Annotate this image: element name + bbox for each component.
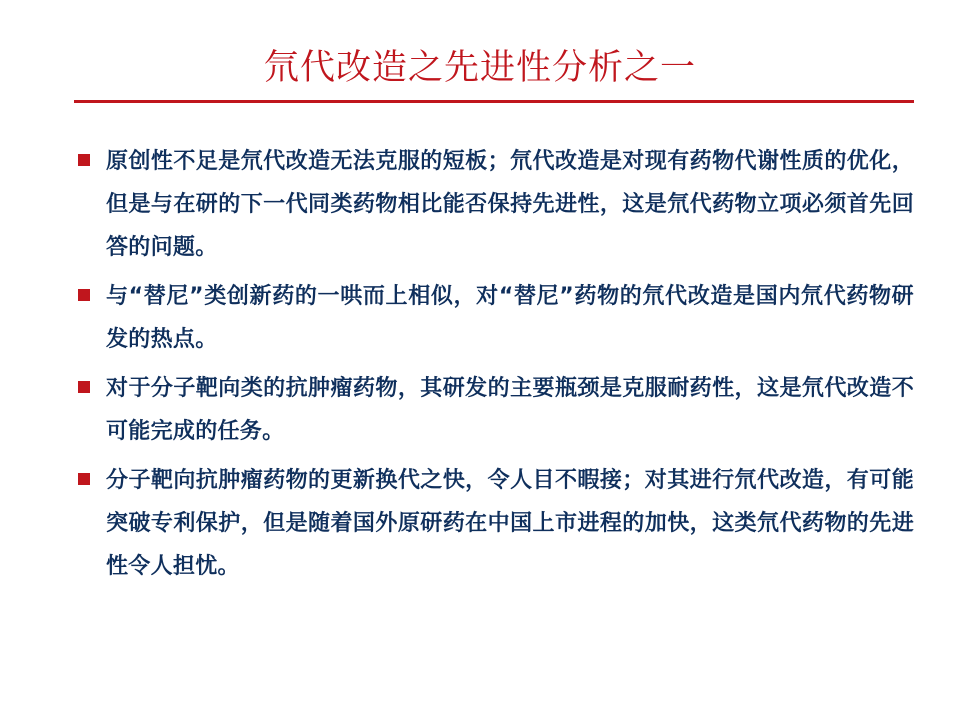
square-bullet-icon [78, 473, 90, 485]
bullet-item-4 [74, 459, 914, 588]
square-bullet-icon [78, 154, 90, 166]
bullet-list [74, 140, 914, 594]
square-bullet-icon [78, 289, 90, 301]
bullet-item-1 [74, 140, 914, 269]
slide-title: 氘代改造之先进性分析之一 [263, 48, 696, 88]
bullet-item-3 [74, 367, 914, 453]
bullet-item-2 [74, 275, 914, 361]
title-underline [74, 100, 914, 103]
square-bullet-icon [78, 381, 90, 393]
bullet-text: 原创性不足是氘代改造无法克服的短板；氘代改造是对现有药物代谢性质的优化，但是与在研的下一代同类药物相比能否保持先进性，这是氘代药物立项必须首先回答的问题。 [106, 149, 914, 260]
bullet-text: 分子靶向抗肿瘤药物的更新换代之快，令人目不暇接；对其进行氘代改造，有可能突破专利保护，但是随着国外原研药在中国上市进程的加快，这类氘代药物的先进性令人担忧。 [106, 468, 914, 579]
bullet-text: 与“替尼”类创新药的一哄而上相似，对“替尼”药物的氘代改造是国内氘代药物研发的热点。 [106, 284, 914, 352]
bullet-text: 对于分子靶向类的抗肿瘤药物，其研发的主要瓶颈是克服耐药性，这是氘代改造不可能完成的任务。 [106, 376, 914, 444]
